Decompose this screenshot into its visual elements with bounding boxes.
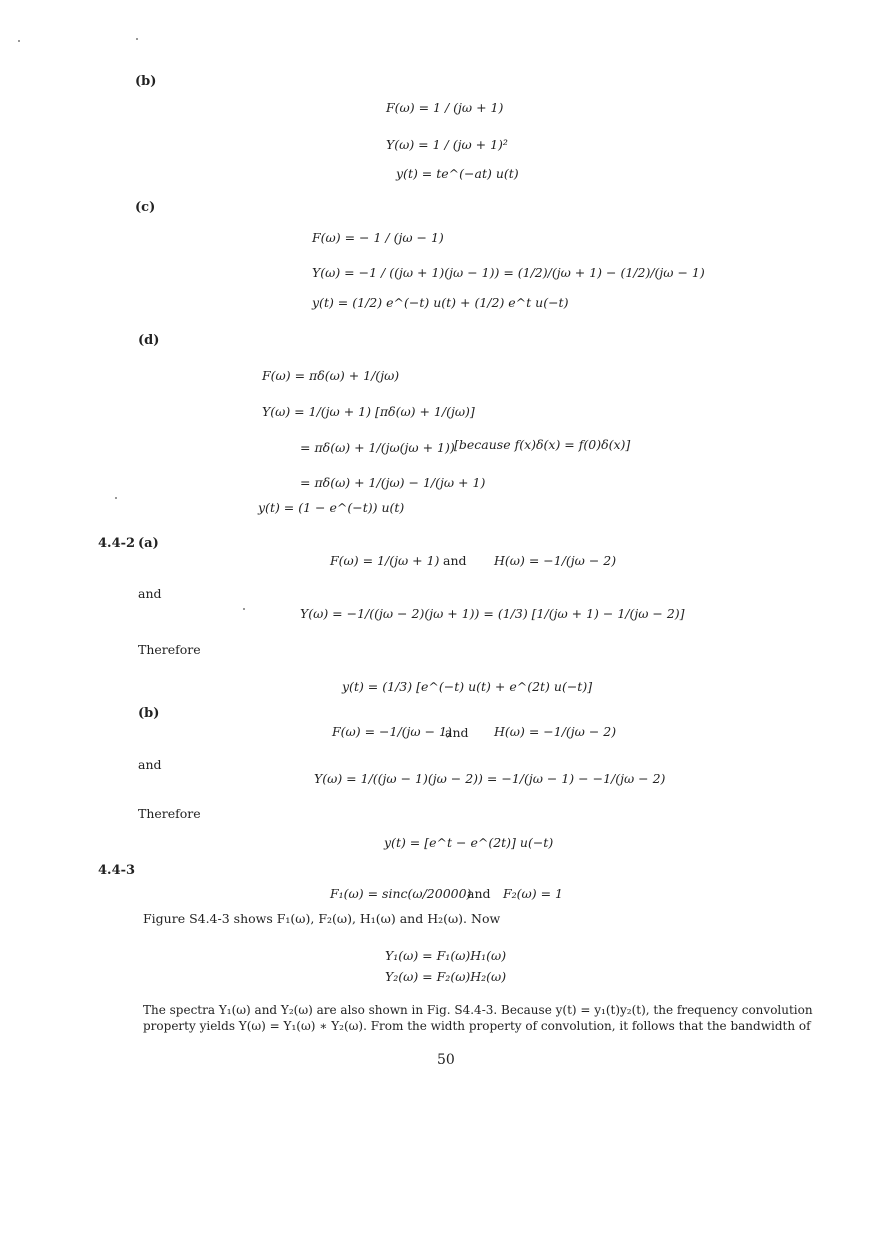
scan-speck xyxy=(243,608,245,610)
section-label-c: (c) xyxy=(135,200,156,215)
equation-443-1b: F₂(ω) = 1 xyxy=(503,886,564,901)
connective-and: and xyxy=(445,725,469,740)
equation-442b-1b: H(ω) = −1/(jω − 2) xyxy=(494,724,617,739)
equation-d-3-note: [because f(x)δ(x) = f(0)δ(x)] xyxy=(454,437,631,452)
equation-b-3: y(t) = te^(−at) u(t) xyxy=(396,166,519,181)
equation-d-3: = πδ(ω) + 1/(jω(jω + 1)) xyxy=(300,440,455,455)
equation-d-2: Y(ω) = 1/(jω + 1) [πδ(ω) + 1/(jω)] xyxy=(262,404,475,419)
equation-c-3: y(t) = (1/2) e^(−t) u(t) + (1/2) e^t u(−t) xyxy=(312,295,569,310)
connective-and: and xyxy=(138,757,162,772)
equation-442a-1b: H(ω) = −1/(jω − 2) xyxy=(494,553,617,568)
connective-and: and xyxy=(467,886,491,901)
equation-d-1: F(ω) = πδ(ω) + 1/(jω) xyxy=(262,368,400,383)
equation-442b-1: F(ω) = −1/(jω − 1) xyxy=(332,724,452,739)
equation-d-4: = πδ(ω) + 1/(jω) − 1/(jω + 1) xyxy=(300,475,486,490)
connective-therefore: Therefore xyxy=(138,642,201,657)
connective-and: and xyxy=(443,553,467,568)
equation-442a-2: Y(ω) = −1/((jω − 2)(jω + 1)) = (1/3) [1/(jω + 1) − 1/(jω − 2)] xyxy=(300,606,685,621)
equation-443-1: F₁(ω) = sinc(ω/20000) xyxy=(330,886,472,901)
equation-b-1: F(ω) = 1 / (jω + 1) xyxy=(386,100,504,115)
page-number: 50 xyxy=(437,1052,455,1068)
problem-number-4-4-3: 4.4-3 xyxy=(98,863,136,878)
equation-442a-1: F(ω) = 1/(jω + 1) xyxy=(330,553,440,568)
paragraph-line-2: property yields Y(ω) = Y₁(ω) ∗ Y₂(ω). From the width property of convolution, it follows that the bandwidth of xyxy=(143,1019,811,1033)
section-label-b-2: (b) xyxy=(138,706,160,721)
connective-and: and xyxy=(138,586,162,601)
figure-reference-line: Figure S4.4-3 shows F₁(ω), F₂(ω), H₁(ω) and H₂(ω). Now xyxy=(143,911,501,926)
paragraph-line-1: The spectra Y₁(ω) and Y₂(ω) are also shown in Fig. S4.4-3. Because y(t) = y₁(t)y₂(t), the frequency convolution xyxy=(143,1003,813,1017)
equation-443-2: Y₁(ω) = F₁(ω)H₁(ω) xyxy=(385,948,507,963)
equation-442b-3: y(t) = [e^t − e^(2t)] u(−t) xyxy=(384,835,554,850)
connective-therefore: Therefore xyxy=(138,806,201,821)
section-label-a: (a) xyxy=(138,536,159,551)
scan-speck xyxy=(18,40,20,42)
equation-442b-2: Y(ω) = 1/((jω − 1)(jω − 2)) = −1/(jω − 1) − −1/(jω − 2) xyxy=(314,771,666,786)
equation-d-5: y(t) = (1 − e^(−t)) u(t) xyxy=(258,500,405,515)
section-label-b: (b) xyxy=(135,74,157,89)
equation-c-1: F(ω) = − 1 / (jω − 1) xyxy=(312,230,444,245)
equation-442a-3: y(t) = (1/3) [e^(−t) u(t) + e^(2t) u(−t)] xyxy=(342,679,593,694)
equation-b-2: Y(ω) = 1 / (jω + 1)² xyxy=(386,137,508,152)
section-label-d: (d) xyxy=(138,333,160,348)
equation-443-3: Y₂(ω) = F₂(ω)H₂(ω) xyxy=(385,969,507,984)
scan-speck xyxy=(115,497,117,499)
equation-c-2: Y(ω) = −1 / ((jω + 1)(jω − 1)) = (1/2)/(jω + 1) − (1/2)/(jω − 1) xyxy=(312,265,705,280)
scan-speck xyxy=(136,38,138,40)
problem-number-4-4-2: 4.4-2 xyxy=(98,536,136,551)
